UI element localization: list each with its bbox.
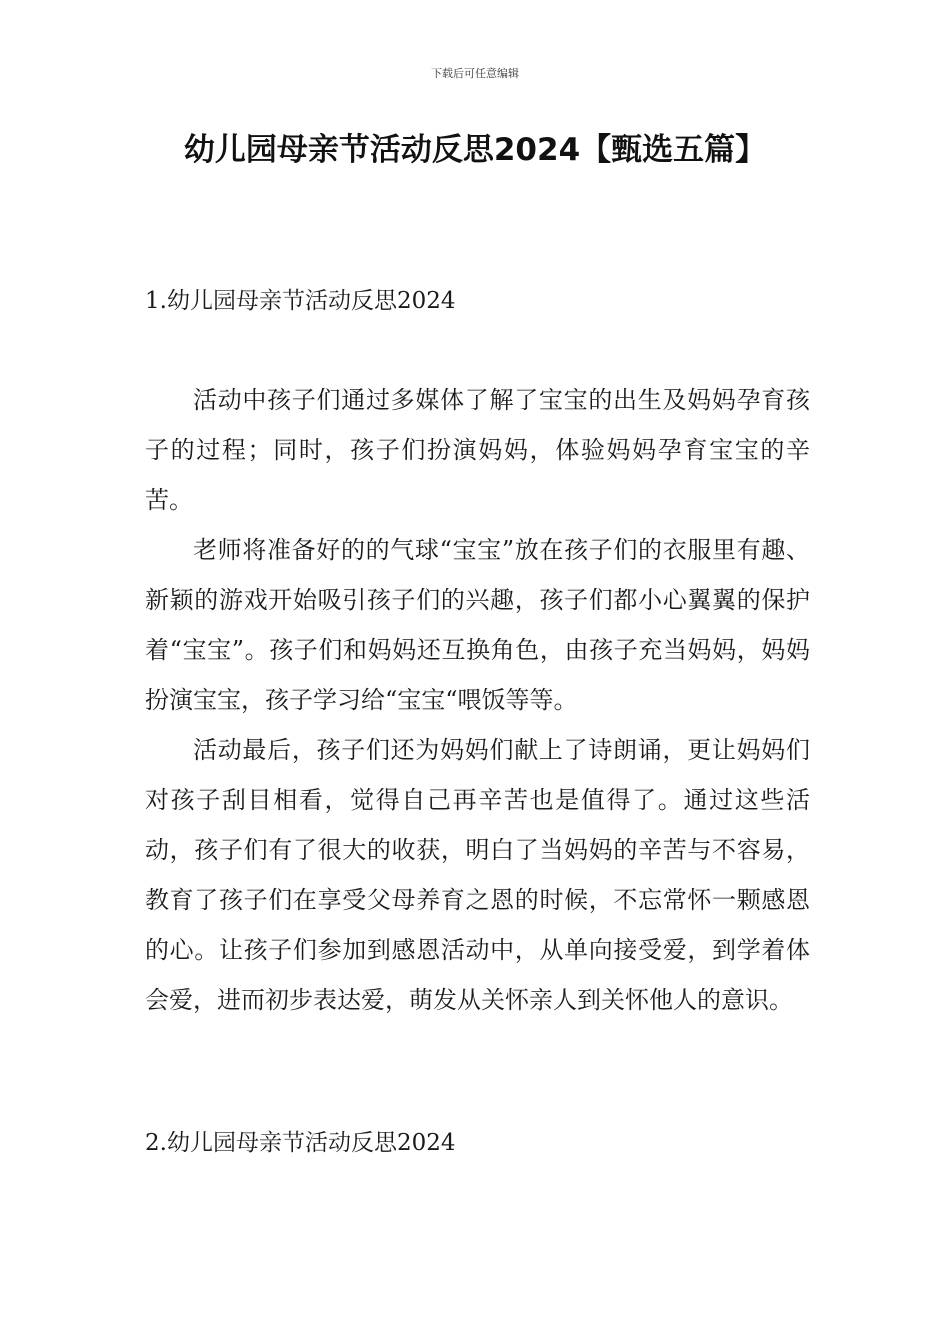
paragraph: 活动中孩子们通过多媒体了解了宝宝的出生及妈妈孕育孩子的过程；同时，孩子们扮演妈妈，体验妈妈孕育宝宝的辛苦。 xyxy=(145,386,810,514)
section-heading-2: 2.幼儿园母亲节活动反思2024 xyxy=(145,1130,456,1156)
section-body-1 xyxy=(145,375,810,1025)
paragraph: 活动最后，孩子们还为妈妈们献上了诗朗诵，更让妈妈们对孩子刮目相看，觉得自己再辛苦也是值得了。通过这些活动，孩子们有了很大的收获，明白了当妈妈的辛苦与不容易，教育了孩子们在享受父母养育之恩的时候，不忘常怀一颗感恩的心。让孩子们参加到感恩活动中，从单向接受爱，到学着体会爱，进而初步表达爱，萌发从关怀亲人到关怀他人的意识。 xyxy=(145,736,810,1014)
header-note: 下载后可任意编辑 xyxy=(431,67,519,80)
paragraph: 老师将准备好的的气球“宝宝”放在孩子们的衣服里有趣、新颖的游戏开始吸引孩子们的兴趣，孩子们都小心翼翼的保护着“宝宝”。孩子们和妈妈还互换角色，由孩子充当妈妈，妈妈扮演宝宝，孩子学习给“宝宝“喂饭等等。 xyxy=(145,536,810,714)
document-title: 幼儿园母亲节活动反思2024【甄选五篇】 xyxy=(183,132,767,168)
section-heading-1: 1.幼儿园母亲节活动反思2024 xyxy=(145,288,456,314)
